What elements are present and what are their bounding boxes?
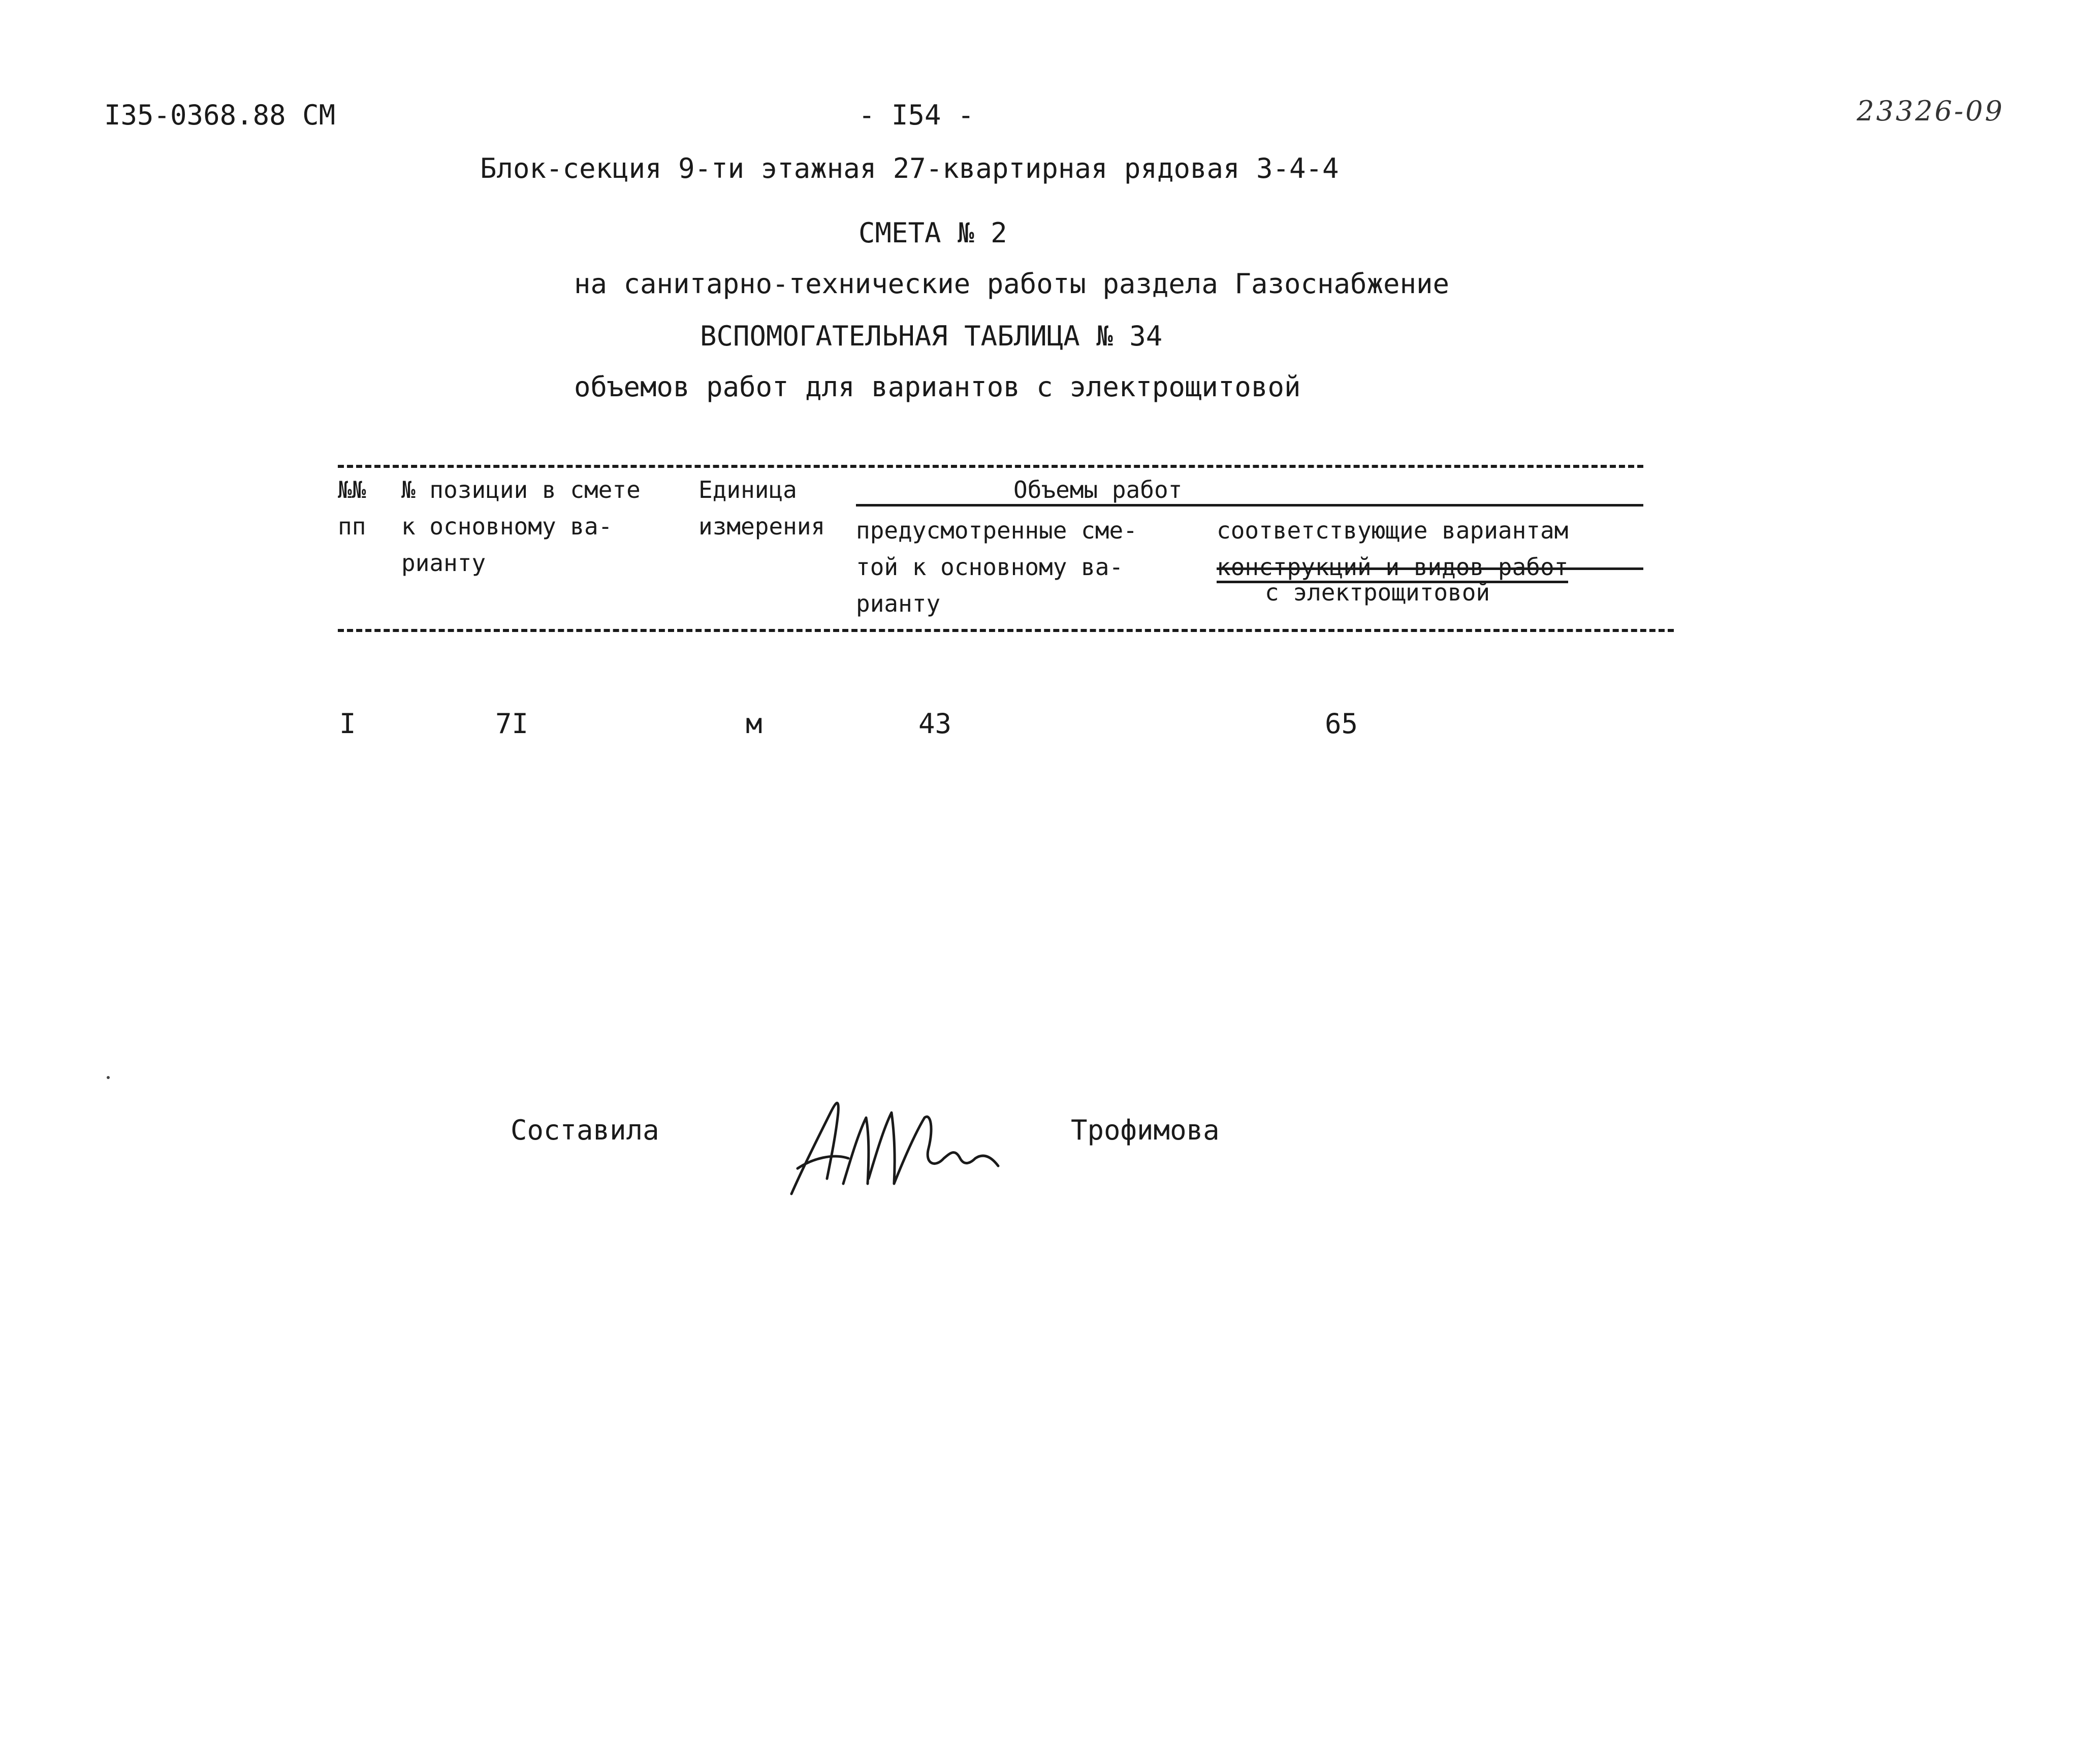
stray-dot [107,1076,110,1079]
header-variants: соответствующие вариантам конструкций и видов работ [1217,512,1568,585]
estimate-title: СМЕТА № 2 [858,217,1007,249]
header-num: №№ пп [338,476,366,540]
archive-number: 23326-09 [1857,95,2004,127]
block-title: Блок-секция 9-ти этажная 27-квартирная рядовая 3-4-4 [480,152,1339,184]
header-volumes-rule [856,504,1643,507]
cell-variant-volume: 65 [1325,708,1358,740]
table-subtitle: объемов работ для вариантов с электрощитовой [574,371,1301,403]
table-header-bottom-rule [338,629,1674,632]
cell-position: 7I [495,708,529,740]
cell-base-volume: 43 [918,708,952,740]
cell-unit: м [746,708,762,740]
table-title: ВСПОМОГАТЕЛЬНАЯ ТАБЛИЦА № 34 [700,320,1163,352]
header-volumes: Объемы работ [1013,476,1183,503]
compiled-label: Составила [511,1114,659,1146]
document-code: I35-0368.88 СМ [104,99,336,131]
table-top-rule [338,465,1643,468]
page-number: - I54 - [858,99,974,131]
section-title: на санитарно-технические работы раздела Газоснабжение [574,268,1450,300]
header-variant-electric: с электрощитовой [1265,579,1490,606]
signer-name: Трофимова [1071,1114,1220,1146]
header-base-volume: предусмотренные сме- той к основному ва- рианту [856,517,1137,617]
header-position: № позиции в смете к основному ва- рианту [401,476,641,577]
signature-icon [782,1082,1016,1204]
header-variants-rule [1217,567,1643,570]
cell-num: I [339,708,356,740]
header-unit: Единица измерения [698,476,825,540]
